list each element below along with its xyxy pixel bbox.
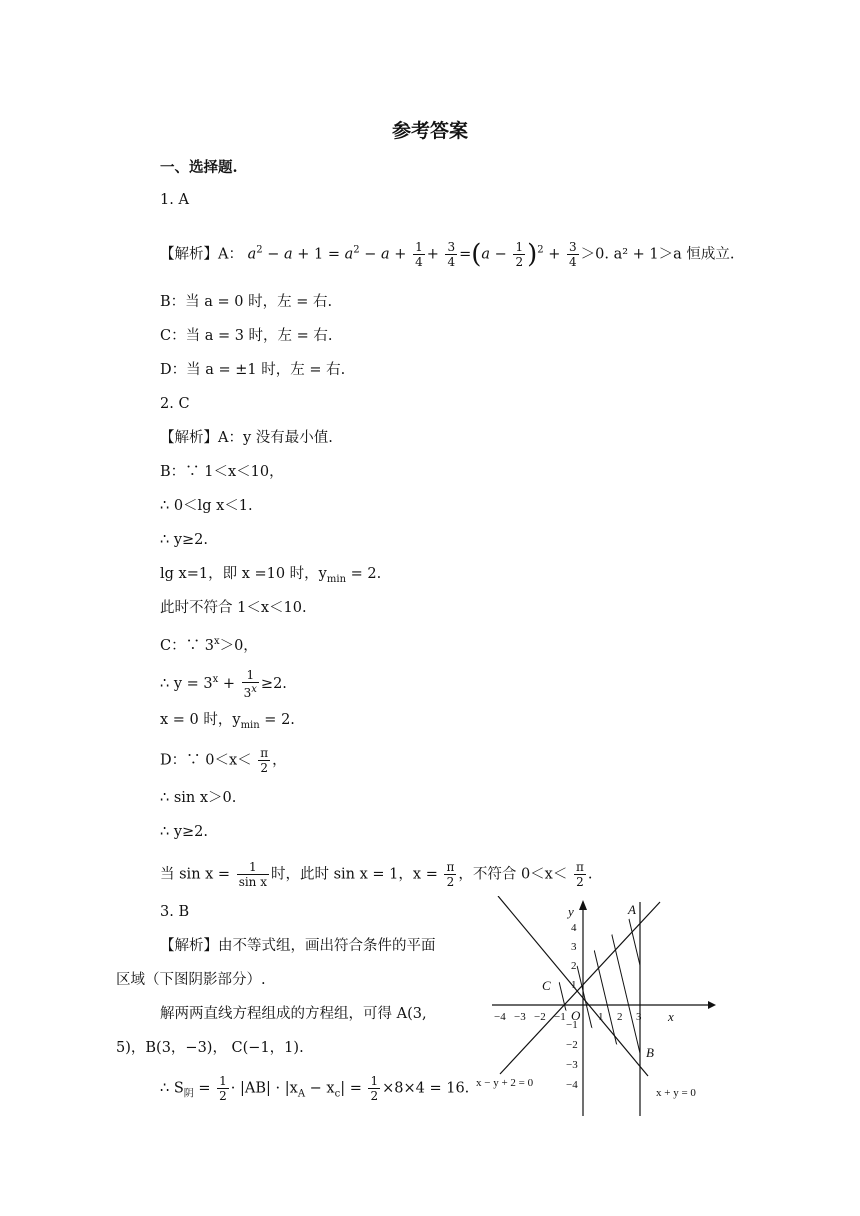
frac-pi-over-2-b: $\frac{\pi}{2}$	[446, 860, 455, 889]
point-a-label: A	[628, 902, 636, 917]
x-axis-arrow-icon	[708, 1001, 716, 1009]
q1-option-c: C：当 a = 3 时，左 = 右.	[160, 328, 333, 344]
q3-answer: 3. B	[160, 904, 190, 920]
q1-option-d: D：当 a = ±1 时，左 = 右.	[160, 362, 346, 378]
frac-half: $\frac{1}{2}$	[515, 240, 524, 269]
q2-line-b5: 此时不符合 1＜x＜10.	[160, 600, 307, 616]
y-tick: 4	[571, 922, 577, 934]
frac-half-area-2: $\frac{1}{2}$	[370, 1074, 379, 1103]
x-axis-label: x	[668, 1009, 674, 1024]
frac-pi-over-2-c: $\frac{\pi}{2}$	[575, 860, 584, 889]
q2-line-b2: ∴ 0＜lg x＜1.	[160, 498, 253, 514]
frac-three-quarters-2: $\frac{3}{4}$	[569, 240, 577, 269]
q3-line-4: 5)，B(3，−3)， C(−1，1).	[116, 1040, 304, 1056]
q2-line-a: 【解析】A：y 没有最小值.	[160, 430, 333, 446]
q1-jiexi-label: 【解析】A：	[160, 246, 243, 263]
q2-line-d1: D：∵ 0＜x＜ $\frac{\pi}{2}$ ，	[160, 746, 287, 775]
q3-line-5: ∴ $S_阴$ = $\frac{1}{2}$ · $|AB| \cdot |x_A - x_c|$ = $\frac{1}{2}$ ×8×4 = 16.	[160, 1074, 470, 1103]
q2-line-d3: ∴ y≥2.	[160, 824, 209, 840]
q1-option-b: B：当 a = 0 时，左 = 右.	[160, 294, 333, 310]
x-tick: −1	[554, 1011, 566, 1023]
x-tick: 1	[598, 1011, 604, 1023]
section-heading: 一、选择题.	[160, 159, 238, 176]
x-tick: −3	[514, 1011, 526, 1023]
y-tick: −2	[566, 1039, 578, 1051]
frac-half-area: $\frac{1}{2}$	[219, 1074, 227, 1103]
q1-solution: 【解析】A： $a^2 - a + 1 = a^2 - a$ + $\frac{1}{4}$ + $\frac{3}{4}$ =(a − $\frac{1}{2}$ )$^2$ + $\frac{3}{4}$ ＞0. a² + 1＞a 恒成立.	[160, 239, 735, 270]
frac-one-over-3x: $\frac{1}{3^x}$	[243, 668, 257, 700]
region-graph	[470, 896, 720, 1118]
y-axis-label: y	[568, 904, 574, 919]
q3-line-2: 区域（下图阴影部分）.	[116, 972, 266, 988]
q2-line-d2: ∴ sin x＞0.	[160, 790, 237, 806]
line1-label: x − y + 2 = 0	[476, 1077, 534, 1089]
y-tick: −4	[566, 1079, 578, 1091]
frac-quarter: $\frac{1}{4}$	[415, 240, 423, 269]
y-tick: −1	[566, 1019, 578, 1031]
x-tick: 3	[636, 1011, 642, 1023]
q2-answer: 2. C	[160, 396, 190, 412]
frac-pi-over-2: $\frac{\pi}{2}$	[260, 746, 269, 775]
frac-one-over-sinx: $\frac{1}{\text{sin x}}$	[238, 860, 267, 889]
page-title: 参考答案	[391, 120, 468, 142]
y-tick: −3	[566, 1059, 578, 1071]
point-c-label: C	[542, 978, 551, 993]
q2-line-b3: ∴ y≥2.	[160, 532, 209, 548]
q2-line-b4: lg x=1，即 x =10 时，$y_{min} = 2$.	[160, 566, 382, 585]
q3-line-1: 【解析】由不等式组，画出符合条件的平面	[160, 938, 436, 954]
q2-line-c2: ∴ $y = 3^x$ + $\frac{1}{3^x}$ ≥2.	[160, 668, 287, 700]
y-tick: 1	[571, 979, 577, 991]
y-axis-arrow-icon	[579, 900, 587, 910]
x-tick: 2	[617, 1011, 623, 1023]
q3-line-3: 解两两直线方程组成的方程组，可得 A(3,	[160, 1006, 427, 1022]
y-tick: 2	[571, 960, 577, 972]
y-tick: 3	[571, 941, 577, 953]
q1-tail: ＞0. a² + 1＞a 恒成立.	[580, 246, 735, 263]
q1-answer: 1. A	[160, 192, 189, 208]
origin-label: O	[571, 1008, 581, 1023]
line2-label: x + y = 0	[656, 1087, 696, 1099]
x-tick: −2	[534, 1011, 546, 1023]
y-tick-labels	[566, 922, 578, 1091]
frac-three-quarters: $\frac{3}{4}$	[447, 240, 456, 269]
shaded-region	[534, 898, 662, 1118]
x-tick: −4	[494, 1011, 506, 1023]
point-b-label: B	[646, 1045, 654, 1060]
q2-line-d4: 当 sin x = $\frac{1}{\text{sin x}}$ 时，此时 sin x = 1，x = $\frac{\pi}{2}$ ，不符合 0＜x＜ $\frac{\pi}{2}$ .	[160, 860, 593, 889]
q2-line-c1: C：∵ $3^x>0$，	[160, 636, 258, 654]
q2-line-b1: B：∵ 1＜x＜10，	[160, 464, 284, 480]
q2-line-c3: x = 0 时，$y_{min} = 2$.	[160, 712, 295, 731]
